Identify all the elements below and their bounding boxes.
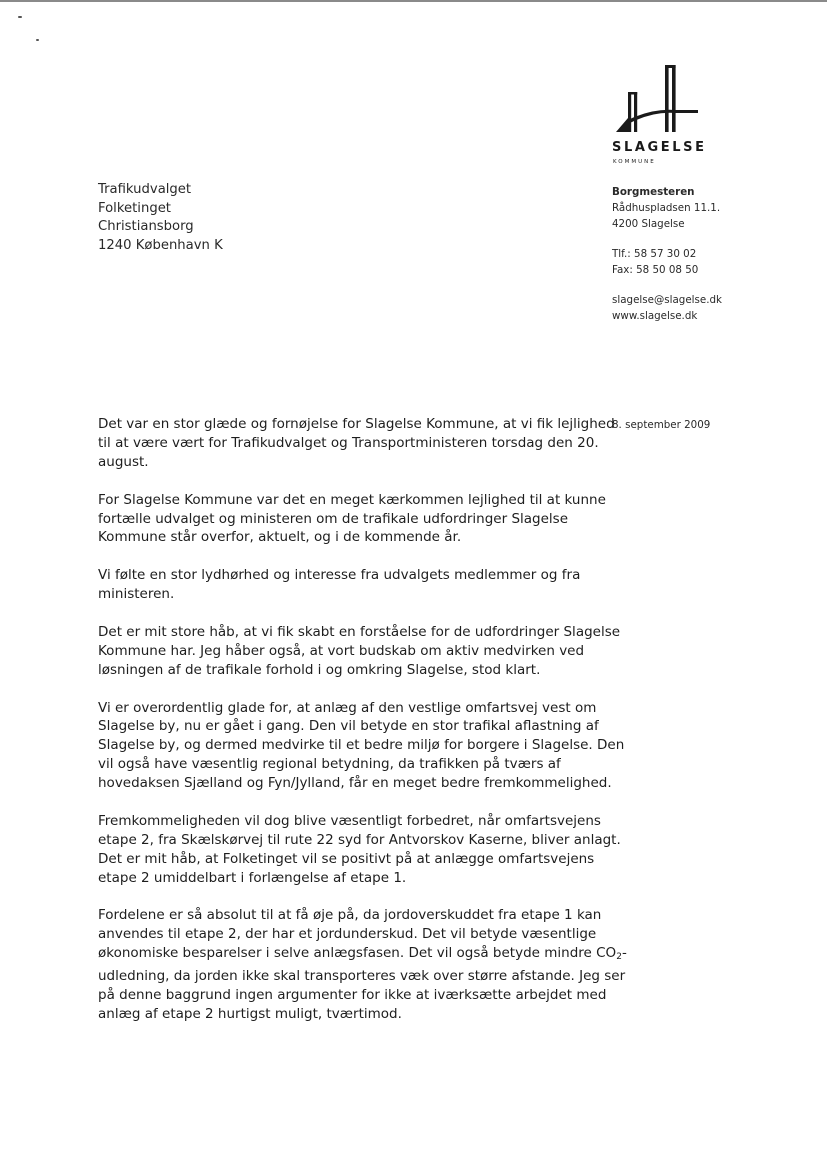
recipient-line: 1240 København K — [98, 237, 223, 253]
paragraph — [98, 699, 625, 794]
text-line: Det er mit håb, at Folketinget vil se positivt på at anlægge omfartsvejens — [98, 850, 595, 867]
paragraph — [98, 566, 598, 604]
text-line: udledning, da jorden ikke skal transporteres væk over større afstande. Jeg ser — [98, 968, 626, 985]
recipient-line: Christiansborg — [98, 219, 194, 234]
paragraph — [98, 812, 621, 888]
text-line — [98, 944, 627, 967]
text-line: Slagelse by, og dermed medvirke til et bedre miljø for borgere i Slagelse. Den — [98, 737, 625, 754]
text-line: anvendes til etape 2, der har et jordunderskud. Det vil betyde væsentlige — [98, 926, 597, 943]
paragraph — [98, 491, 606, 548]
sender-email[interactable]: slagelse@slagelse.dk — [612, 294, 723, 306]
bridge-logo-icon — [612, 60, 702, 136]
sender-office: Borgmesteren — [612, 186, 695, 198]
text-line: Vi følte en stor lydhørhed og interesse fra udvalgets medlemmer og fra — [98, 567, 581, 584]
text-line: på denne baggrund ingen argumenter for ikke at iværksætte arbejdet med — [98, 987, 607, 1004]
recipient-line: Trafikudvalget — [98, 182, 192, 197]
text-line: anlæg af etape 2 hurtigst muligt, tværtimod. — [98, 1006, 402, 1022]
letter-body — [98, 415, 627, 1043]
text-line: Slagelse by, nu er gået i gang. Den vil betyde en stor trafikal aflastning af — [98, 718, 599, 735]
municipality-subtitle: KOMMUNE — [613, 159, 656, 165]
sender-address-line: Rådhuspladsen 11.1. — [612, 202, 721, 214]
text-segment: - — [621, 945, 627, 962]
scan-speck — [36, 39, 39, 41]
text-line: etape 2, fra Skælskørvej til rute 22 syd for Antvorskov Kaserne, bliver anlagt. — [98, 831, 621, 848]
spacer — [612, 278, 722, 292]
text-line: For Slagelse Kommune var det en meget kærkommen lejlighed til at kunne — [98, 491, 606, 508]
recipient-line: Folketinget — [98, 200, 171, 216]
spacer — [612, 232, 722, 246]
recipient-address — [98, 181, 223, 255]
paragraph — [98, 623, 621, 680]
co2-subscript: 2 — [616, 952, 622, 963]
text-line: Fremkommeligheden vil dog blive væsentligt forbedret, når omfartsvejens — [98, 812, 601, 829]
municipality-logo — [612, 60, 712, 170]
text-line: Kommune står overfor, aktuelt, og i de kommende år. — [98, 529, 462, 546]
text-line: til at være vært for Trafikudvalget og Transportministeren torsdag den 20. — [98, 434, 599, 451]
page-top-edge — [0, 0, 827, 2]
text-line: Fordelene er så absolut til at få øje på, da jordoverskuddet fra etape 1 kan — [98, 907, 602, 924]
text-line: etape 2 umiddelbart i forlængelse af etape 1. — [98, 869, 407, 886]
sender-phone: Tlf.: 58 57 30 02 — [612, 248, 697, 260]
sender-website[interactable]: www.slagelse.dk — [612, 310, 698, 322]
text-line: fortælle udvalget og ministeren om de trafikale udfordringer Slagelse — [98, 510, 569, 527]
sender-fax: Fax: 58 50 08 50 — [612, 264, 699, 276]
text-line: hovedaksen Sjælland og Fyn/Jylland, får en meget bedre fremkommelighed. — [98, 775, 612, 792]
text-line: Det er mit store håb, at vi fik skabt en forståelse for de udfordringer Slagelse — [98, 623, 621, 640]
scan-speck — [18, 16, 22, 18]
letter-date: 8. september 2009 — [612, 419, 711, 431]
text-line: Kommune har. Jeg håber også, at vort budskab om aktiv medvirken ved — [98, 642, 585, 659]
paragraph — [98, 906, 627, 1023]
text-line: løsningen af de trafikale forhold i og omkring Slagelse, stod klart. — [98, 661, 541, 678]
paragraph — [98, 415, 615, 472]
text-line: vil også have væsentlig regional betydning, da trafikken på tværs af — [98, 756, 561, 773]
text-line: ministeren. — [98, 586, 175, 603]
sender-block — [612, 184, 722, 324]
text-segment: økonomiske besparelser i selve anlægsfasen. Det vil også betyde mindre CO — [98, 945, 617, 962]
sender-address-line: 4200 Slagelse — [612, 218, 685, 230]
municipality-name: SLAGELSE — [612, 140, 707, 155]
text-line: Det var en stor glæde og fornøjelse for Slagelse Kommune, at vi fik lejlighed — [98, 416, 615, 432]
text-line: Vi er overordentlig glade for, at anlæg af den vestlige omfartsvej vest om — [98, 699, 597, 716]
text-line: august. — [98, 453, 149, 470]
